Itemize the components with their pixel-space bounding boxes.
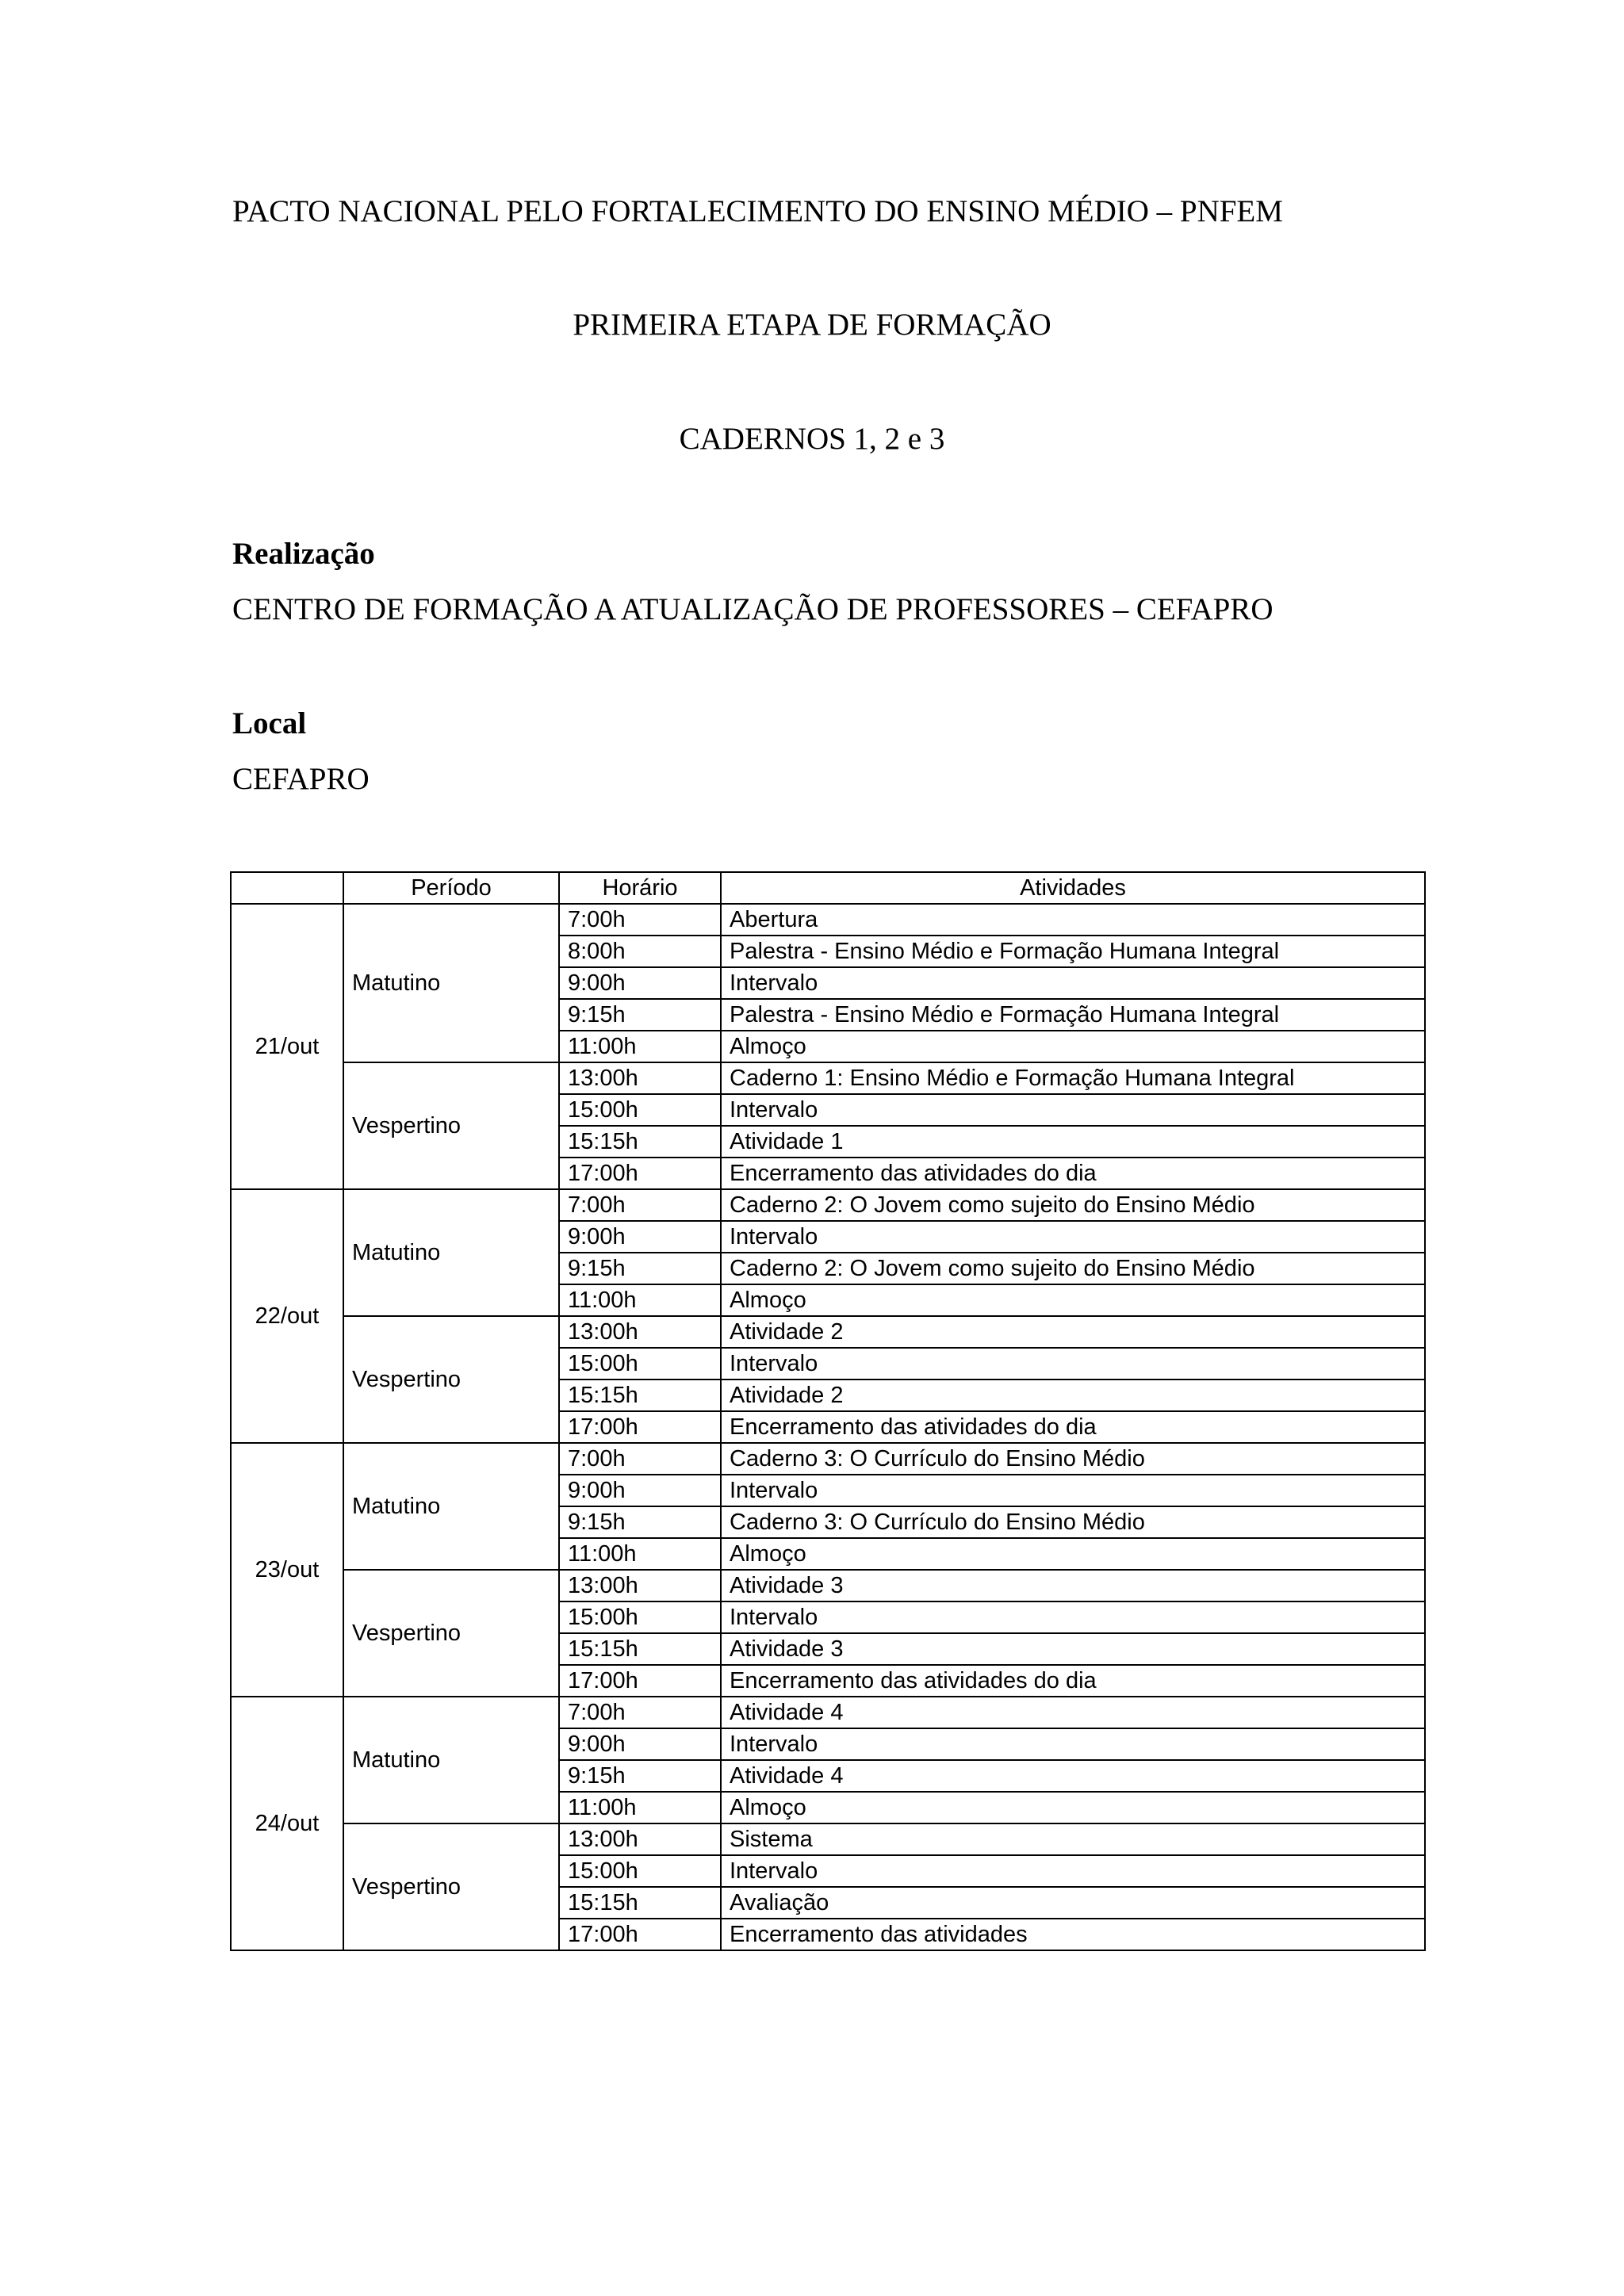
activity-cell: Almoço xyxy=(721,1792,1425,1823)
activity-cell: Encerramento das atividades do dia xyxy=(721,1158,1425,1189)
activity-cell: Caderno 3: O Currículo do Ensino Médio xyxy=(721,1443,1425,1475)
activity-cell: Intervalo xyxy=(721,1601,1425,1633)
activity-cell: Atividade 2 xyxy=(721,1316,1425,1348)
time-cell: 13:00h xyxy=(559,1316,721,1348)
table-row xyxy=(231,1443,1425,1475)
activity-cell: Encerramento das atividades xyxy=(721,1919,1425,1950)
time-cell: 9:00h xyxy=(559,1221,721,1253)
time-cell: 9:15h xyxy=(559,1253,721,1284)
activity-cell: Intervalo xyxy=(721,967,1425,999)
time-cell: 17:00h xyxy=(559,1411,721,1443)
time-cell: 8:00h xyxy=(559,936,721,967)
realizacao-label: Realização xyxy=(232,537,375,571)
day-cell: 21/out xyxy=(231,904,343,1189)
table-row xyxy=(231,1570,1425,1601)
time-cell: 17:00h xyxy=(559,1158,721,1189)
activity-cell: Intervalo xyxy=(721,1855,1425,1887)
time-cell: 17:00h xyxy=(559,1665,721,1697)
document-title: PACTO NACIONAL PELO FORTALECIMENTO DO ENSINO MÉDIO – PNFEM xyxy=(232,194,1283,228)
time-cell: 7:00h xyxy=(559,1189,721,1221)
day-cell: 23/out xyxy=(231,1443,343,1697)
header-period: Período xyxy=(343,872,559,904)
activity-cell: Avaliação xyxy=(721,1887,1425,1919)
activity-cell: Atividade 1 xyxy=(721,1126,1425,1158)
time-cell: 11:00h xyxy=(559,1031,721,1062)
activity-cell: Atividade 3 xyxy=(721,1633,1425,1665)
activity-cell: Sistema xyxy=(721,1823,1425,1855)
activity-cell: Intervalo xyxy=(721,1475,1425,1506)
time-cell: 13:00h xyxy=(559,1062,721,1094)
time-cell: 11:00h xyxy=(559,1792,721,1823)
table-header-row xyxy=(231,872,1425,904)
header-time: Horário xyxy=(559,872,721,904)
time-cell: 13:00h xyxy=(559,1823,721,1855)
day-cell: 24/out xyxy=(231,1697,343,1950)
local-value: CEFAPRO xyxy=(232,762,370,796)
activity-cell: Intervalo xyxy=(721,1728,1425,1760)
activity-cell: Palestra - Ensino Médio e Formação Humana Integral xyxy=(721,936,1425,967)
activity-cell: Caderno 2: O Jovem como sujeito do Ensino Médio xyxy=(721,1189,1425,1221)
time-cell: 15:00h xyxy=(559,1348,721,1380)
time-cell: 9:00h xyxy=(559,1728,721,1760)
schedule-table xyxy=(230,871,1426,1951)
period-cell: Matutino xyxy=(343,1443,559,1570)
time-cell: 15:00h xyxy=(559,1855,721,1887)
time-cell: 15:15h xyxy=(559,1887,721,1919)
activity-cell: Encerramento das atividades do dia xyxy=(721,1665,1425,1697)
activity-cell: Intervalo xyxy=(721,1348,1425,1380)
time-cell: 17:00h xyxy=(559,1919,721,1950)
document-subtitle: PRIMEIRA ETAPA DE FORMAÇÃO xyxy=(573,308,1051,342)
time-cell: 15:00h xyxy=(559,1094,721,1126)
time-cell: 15:15h xyxy=(559,1633,721,1665)
time-cell: 11:00h xyxy=(559,1284,721,1316)
time-cell: 7:00h xyxy=(559,1697,721,1728)
header-day xyxy=(231,872,343,904)
activity-cell: Almoço xyxy=(721,1284,1425,1316)
time-cell: 15:15h xyxy=(559,1380,721,1411)
time-cell: 7:00h xyxy=(559,904,721,936)
activity-cell: Caderno 2: O Jovem como sujeito do Ensino Médio xyxy=(721,1253,1425,1284)
activity-cell: Atividade 4 xyxy=(721,1760,1425,1792)
time-cell: 9:15h xyxy=(559,1506,721,1538)
activity-cell: Atividade 3 xyxy=(721,1570,1425,1601)
table-row xyxy=(231,904,1425,936)
activity-cell: Almoço xyxy=(721,1538,1425,1570)
time-cell: 7:00h xyxy=(559,1443,721,1475)
table-row xyxy=(231,1189,1425,1221)
activity-cell: Intervalo xyxy=(721,1094,1425,1126)
period-cell: Vespertino xyxy=(343,1570,559,1697)
time-cell: 9:15h xyxy=(559,1760,721,1792)
time-cell: 15:00h xyxy=(559,1601,721,1633)
table-row xyxy=(231,1316,1425,1348)
table-row xyxy=(231,1062,1425,1094)
period-cell: Matutino xyxy=(343,1697,559,1823)
activity-cell: Almoço xyxy=(721,1031,1425,1062)
period-cell: Matutino xyxy=(343,904,559,1062)
time-cell: 15:15h xyxy=(559,1126,721,1158)
period-cell: Matutino xyxy=(343,1189,559,1316)
time-cell: 9:00h xyxy=(559,1475,721,1506)
realizacao-value: CENTRO DE FORMAÇÃO A ATUALIZAÇÃO DE PROFESSORES – CEFAPRO xyxy=(232,592,1274,626)
table-row xyxy=(231,1823,1425,1855)
activity-cell: Encerramento das atividades do dia xyxy=(721,1411,1425,1443)
activity-cell: Caderno 1: Ensino Médio e Formação Humana Integral xyxy=(721,1062,1425,1094)
local-label: Local xyxy=(232,706,307,740)
activity-cell: Palestra - Ensino Médio e Formação Humana Integral xyxy=(721,999,1425,1031)
activity-cell: Atividade 4 xyxy=(721,1697,1425,1728)
time-cell: 13:00h xyxy=(559,1570,721,1601)
time-cell: 9:15h xyxy=(559,999,721,1031)
period-cell: Vespertino xyxy=(343,1823,559,1950)
header-activities: Atividades xyxy=(721,872,1425,904)
activity-cell: Caderno 3: O Currículo do Ensino Médio xyxy=(721,1506,1425,1538)
activity-cell: Intervalo xyxy=(721,1221,1425,1253)
activity-cell: Atividade 2 xyxy=(721,1380,1425,1411)
period-cell: Vespertino xyxy=(343,1316,559,1443)
time-cell: 11:00h xyxy=(559,1538,721,1570)
day-cell: 22/out xyxy=(231,1189,343,1443)
period-cell: Vespertino xyxy=(343,1062,559,1189)
table-row xyxy=(231,1697,1425,1728)
time-cell: 9:00h xyxy=(559,967,721,999)
schedule-body xyxy=(231,904,1425,1950)
notebooks-heading: CADERNOS 1, 2 e 3 xyxy=(679,422,945,456)
activity-cell: Abertura xyxy=(721,904,1425,936)
